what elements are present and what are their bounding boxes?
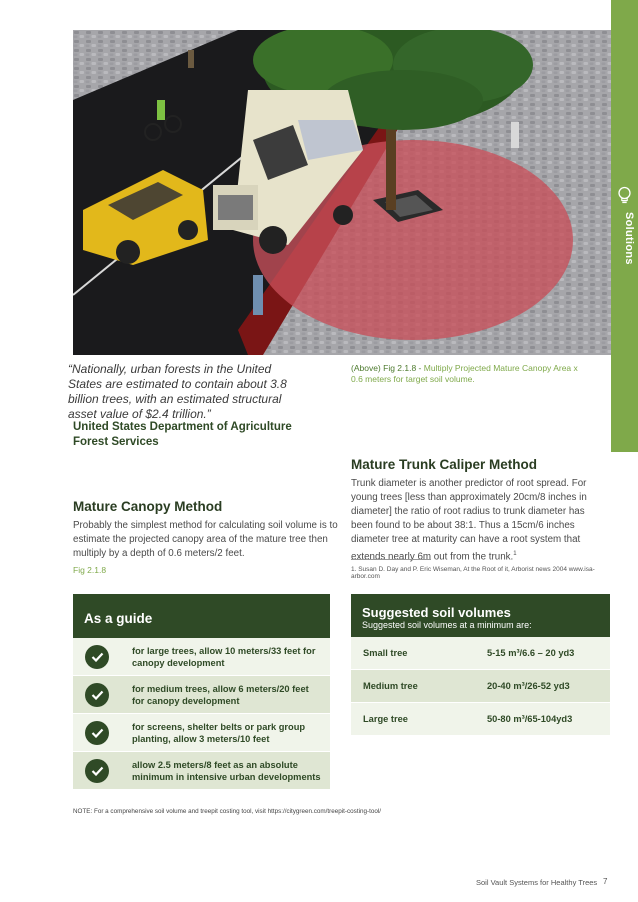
caliper-method-body: Trunk diameter is another predictor of root spread. For young trees [less than approximately 20cm/8 inches in diameter] the ratio of root radius to trunk diameter has been found to be about 38:1. Thus a 15cm/6 inches diameter tree at maturity can have a root system that extends nearly 6m out from the trunk. — [351, 478, 587, 563]
checkmark-icon — [85, 645, 109, 669]
figure-caption-label: (Above) Fig 2.1.8 - — [351, 363, 422, 373]
guide-panel — [73, 594, 330, 790]
page-number: 7 — [603, 877, 608, 886]
caliper-method-heading: Mature Trunk Caliper Method — [351, 457, 538, 472]
guide-item-text: for screens, shelter belts or park group planting, allow 3 meters/10 feet — [132, 721, 306, 744]
footer-publication: Soil Vault Systems for Healthy Trees — [476, 878, 598, 887]
soil-volumes-panel — [351, 594, 610, 736]
quote-source: United States Department of Agriculture Forest Services — [73, 421, 292, 448]
guide-item — [73, 676, 330, 714]
soil-volume: 20-40 m³/26-52 yd3 — [487, 681, 570, 691]
tree-size: Small tree — [363, 648, 408, 658]
tree-size: Large tree — [363, 714, 408, 724]
canopy-method-heading: Mature Canopy Method — [73, 499, 223, 514]
checkmark-icon — [85, 721, 109, 745]
guide-item — [73, 638, 330, 676]
footnote-rule — [351, 559, 431, 560]
figure-caption-text: Multiply Projected Mature Canopy Area x 0.6 meters for target soil volume. — [351, 363, 578, 384]
soil-volumes-header — [351, 594, 610, 637]
soil-volume: 50-80 m³/65-104yd3 — [487, 714, 573, 724]
tree-size: Medium tree — [363, 681, 418, 691]
guide-title: As a guide — [73, 594, 330, 638]
table-row — [351, 637, 610, 670]
lightbulb-icon — [616, 186, 633, 206]
checkmark-icon — [85, 683, 109, 707]
soil-volume: 5-15 m³/6.6 – 20 yd3 — [487, 648, 575, 658]
guide-item-text: allow 2.5 meters/8 feet as an absolute minimum in intensive urban developments — [132, 759, 321, 782]
canopy-figure-ref: Fig 2.1.8 — [73, 565, 107, 575]
footnote-mark: 1 — [513, 551, 517, 557]
section-tab — [611, 0, 638, 452]
guide-item — [73, 714, 330, 752]
soil-volumes-subtitle: Suggested soil volumes at a minimum are: — [362, 620, 532, 630]
costing-tool-note: NOTE: For a comprehensive soil volume and treepit costing tool, visit https://citygreen.com/treepit-costing-tool/ — [73, 808, 381, 815]
section-tab-label: Solutions — [623, 212, 635, 265]
guide-item-text: for medium trees, allow 6 meters/20 feet for canopy development — [132, 683, 309, 706]
footnote: 1. Susan D. Day and P. Eric Wiseman, At the Root of it, Arborist news 2004 www.isa-arbor.com — [351, 566, 595, 580]
table-row — [351, 703, 610, 736]
street-tree-illustration — [73, 30, 611, 355]
pull-quote: “Nationally, urban forests in the United States are estimated to contain about 3.8 billion trees, with an estimated structural asset value of $2.4 trillion.” — [68, 362, 287, 421]
caliper-method-text — [351, 477, 591, 564]
table-row — [351, 670, 610, 703]
soil-volumes-title: Suggested soil volumes — [362, 605, 511, 620]
figure-caption — [351, 363, 591, 385]
guide-item — [73, 752, 330, 790]
checkmark-icon — [85, 759, 109, 783]
guide-item-text: for large trees, allow 10 meters/33 feet for canopy development — [132, 645, 316, 668]
canopy-method-text: Probably the simplest method for calculating soil volume is to estimate the projected canopy area of the mature tree then multiply by a depth of 0.6 meters/2 feet. — [73, 520, 338, 559]
